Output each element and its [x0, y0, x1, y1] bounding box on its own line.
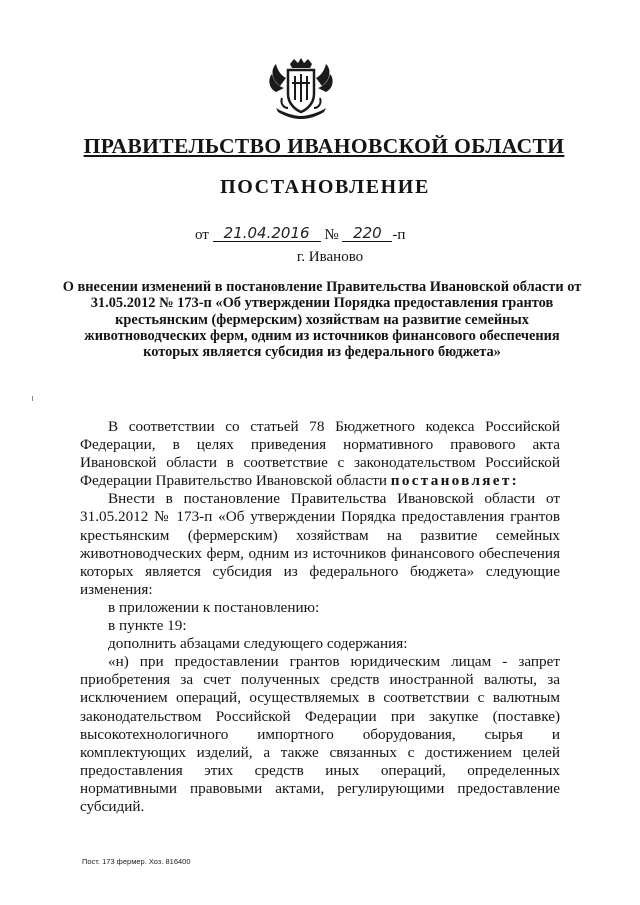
- paragraph-amend: Внести в постановление Правительства Ивановской области от 31.05.2012 № 173-п «Об утверждении Порядка предоставления грантов крестьянским (фермерским) хозяйствам на развитие семейных животноводческих ферм, одним из источников финансового обеспечения которых является субсидия из федерального бюджета» следующие изменения:: [80, 490, 560, 598]
- number-suffix: -п: [392, 227, 406, 243]
- paragraph-supplement: дополнить абзацами следующего содержания:: [108, 635, 408, 653]
- paragraph-clause: в пункте 19:: [108, 617, 187, 635]
- resolves-word: постановляет:: [390, 472, 519, 490]
- paragraph-subclause-n: «н) при предоставлении грантов юридическим лицам - запрет приобретения за счет полученных средств иностранной валюты, за исключением операций, осуществляемых в соответствии с валютным законодательством Российской Федерации при закупке (поставке) высокотехнологичного импортного оборудования, сырья и комплектующих изделий, а также связанных с достижением целей предоставления этих средств иных операций, определенных нормативными правовыми актами, регулирующими предоставление субсидий.: [80, 653, 560, 815]
- footer-reference: Пост. 173 фермер. Хоз. 816400: [82, 857, 191, 866]
- handwritten-date: 21.04.2016: [213, 226, 321, 242]
- resolution-body: [80, 418, 560, 816]
- document-type: ПОСТАНОВЛЕНИЕ: [220, 176, 430, 198]
- government-title: ПРАВИТЕЛЬСТВО ИВАНОВСКОЙ ОБЛАСТИ: [83, 134, 565, 158]
- date-prefix: от: [195, 227, 209, 243]
- date-number-line: [195, 224, 406, 244]
- paragraph-preamble: [80, 418, 560, 490]
- number-prefix: №: [324, 227, 339, 243]
- handwritten-number: 220: [342, 226, 392, 242]
- resolution-subject: О внесении изменений в постановление Правительства Ивановской области от 31.05.2012 № 173-п «Об утверждении Порядка предоставления грантов крестьянским (фермерским) хозяйствам на развитие семейных животноводческих ферм, одним из источников финансового обеспечения которых является субсидия из федерального бюджета»: [62, 279, 582, 361]
- coat-of-arms-emblem: [266, 58, 336, 120]
- city: г. Иваново: [296, 249, 364, 265]
- margin-mark: [32, 396, 33, 401]
- preamble-text: В соответствии со статьей 78 Бюджетного кодекса Российской Федерации, в целях приведения нормативного правового акта Ивановской области в соответствие с законодательством Российской Федерации Правительство Ивановской области: [80, 418, 560, 490]
- paragraph-appendix: в приложении к постановлению:: [108, 598, 320, 616]
